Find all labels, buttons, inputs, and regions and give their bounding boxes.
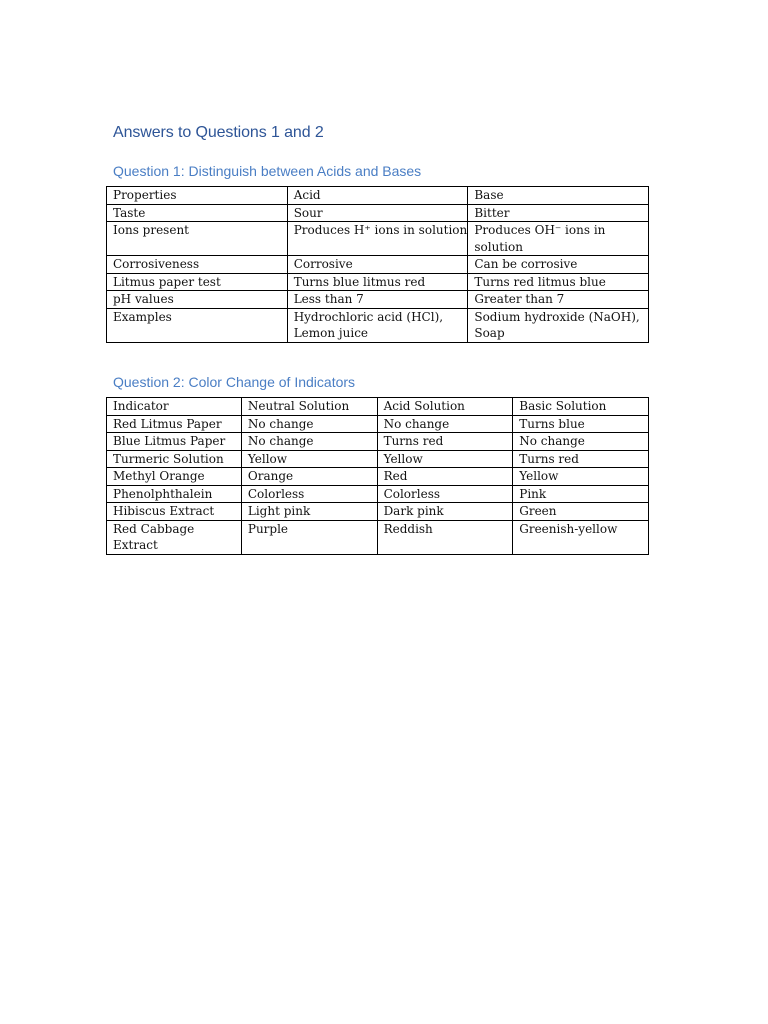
table-cell: Yellow [513, 468, 649, 486]
table-row [107, 308, 649, 342]
table-cell: Turmeric Solution [107, 450, 242, 468]
table-cell: Ions present [107, 222, 288, 256]
table-cell: Yellow [377, 450, 513, 468]
table-cell: Green [513, 503, 649, 521]
table-cell: Blue Litmus Paper [107, 433, 242, 451]
table-row [107, 398, 649, 416]
indicators-table [106, 397, 649, 555]
table-row [107, 291, 649, 309]
table-cell: Can be corrosive [468, 256, 649, 274]
table-cell: Turns red [377, 433, 513, 451]
table-row [107, 415, 649, 433]
table-cell: Taste [107, 204, 288, 222]
table-cell: Sour [287, 204, 468, 222]
table-cell: No change [513, 433, 649, 451]
table-cell: Bitter [468, 204, 649, 222]
table-cell: Turns red [513, 450, 649, 468]
table-cell: Colorless [377, 485, 513, 503]
table-row [107, 450, 649, 468]
table-cell: Yellow [241, 450, 377, 468]
table-cell: Dark pink [377, 503, 513, 521]
question1-heading: Question 1: Distinguish between Acids and Bases [113, 163, 422, 179]
table-cell: Examples [107, 308, 288, 342]
table-cell: Sodium hydroxide (NaOH), Soap [468, 308, 649, 342]
table-cell: Reddish [377, 520, 513, 554]
table-cell: Red [377, 468, 513, 486]
table-cell: Phenolphthalein [107, 485, 242, 503]
table-cell: No change [241, 415, 377, 433]
table-cell: Base [468, 187, 649, 205]
table-row [107, 468, 649, 486]
table-cell: Hydrochloric acid (HCl), Lemon juice [287, 308, 468, 342]
table-cell: Acid Solution [377, 398, 513, 416]
table-cell: Light pink [241, 503, 377, 521]
table-cell: Greater than 7 [468, 291, 649, 309]
table-cell: Produces H⁺ ions in solution [287, 222, 468, 256]
table-row [107, 520, 649, 554]
table-cell: Turns blue litmus red [287, 273, 468, 291]
table-row [107, 503, 649, 521]
table-cell: No change [377, 415, 513, 433]
table-row [107, 256, 649, 274]
table-row [107, 433, 649, 451]
table-cell: Orange [241, 468, 377, 486]
table-row [107, 485, 649, 503]
table-row [107, 187, 649, 205]
table-cell: Acid [287, 187, 468, 205]
table-cell: Purple [241, 520, 377, 554]
table-cell: Turns red litmus blue [468, 273, 649, 291]
table-cell: Greenish-yellow [513, 520, 649, 554]
table-cell: Turns blue [513, 415, 649, 433]
table-row [107, 204, 649, 222]
table-cell: Methyl Orange [107, 468, 242, 486]
table-cell: Neutral Solution [241, 398, 377, 416]
table-cell: Red Litmus Paper [107, 415, 242, 433]
question2-heading: Question 2: Color Change of Indicators [113, 374, 356, 390]
table-row [107, 273, 649, 291]
table-cell: Red Cabbage Extract [107, 520, 242, 554]
table-cell: Produces OH⁻ ions in solution [468, 222, 649, 256]
table-cell: Basic Solution [513, 398, 649, 416]
table-cell: Properties [107, 187, 288, 205]
table-cell: Corrosiveness [107, 256, 288, 274]
table-cell: Indicator [107, 398, 242, 416]
acids-bases-table [106, 186, 649, 343]
document-title: Answers to Questions 1 and 2 [113, 124, 324, 141]
table-cell: Hibiscus Extract [107, 503, 242, 521]
table-cell: Litmus paper test [107, 273, 288, 291]
table-cell: No change [241, 433, 377, 451]
table-cell: Less than 7 [287, 291, 468, 309]
table-cell: Pink [513, 485, 649, 503]
table-cell: Corrosive [287, 256, 468, 274]
table-row [107, 222, 649, 256]
table-cell: Colorless [241, 485, 377, 503]
table-cell: pH values [107, 291, 288, 309]
